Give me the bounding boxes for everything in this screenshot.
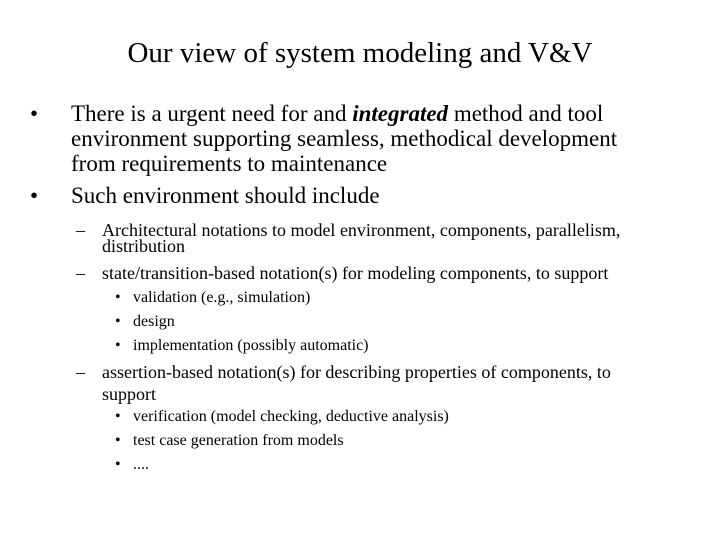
bullet-1-emphasis: integrated	[352, 101, 449, 126]
subitem-2-point-2: design	[133, 313, 175, 330]
dash-marker: –	[76, 362, 85, 382]
dash-marker: –	[76, 220, 85, 240]
sub-bullet-marker: •	[115, 289, 121, 306]
sub-bullet-marker: •	[115, 456, 121, 473]
bullet-1-text-before: There is a urgent need for and	[71, 101, 353, 126]
bullet-1-text-after: method and tool	[448, 101, 604, 126]
subitem-2-point-3: implementation (possibly automatic)	[133, 337, 369, 354]
sub-bullet-marker: •	[115, 408, 121, 425]
subitem-3-point-1: verification (model checking, deductive analysis)	[133, 408, 449, 425]
dash-marker: –	[76, 263, 85, 283]
subitem-1-line-1: Architectural notations to model environment, components, parallelism,	[102, 220, 621, 240]
subitem-3-point-2: test case generation from models	[133, 432, 344, 449]
sub-bullet-marker: •	[115, 432, 121, 449]
subitem-3-line-2: support	[102, 384, 156, 404]
subitem-1-line-2: distribution	[102, 236, 186, 256]
bullet-marker: •	[30, 101, 39, 126]
slide-title: Our view of system modeling and V&V	[127, 37, 593, 69]
subitem-2-line-1: state/transition-based notation(s) for modeling components, to support	[102, 263, 609, 283]
sub-bullet-marker: •	[115, 313, 121, 330]
bullet-2-line-1: Such environment should include	[71, 183, 380, 208]
subitem-3-line-1: assertion-based notation(s) for describing properties of components, to	[102, 362, 611, 382]
subitem-3-point-3: ....	[133, 456, 149, 473]
bullet-marker: •	[30, 183, 39, 208]
bullet-1-line-3: from requirements to maintenance	[71, 151, 388, 176]
sub-bullet-marker: •	[115, 337, 121, 354]
subitem-2-point-1: validation (e.g., simulation)	[133, 289, 311, 306]
bullet-1-line-2: environment supporting seamless, methodical development	[71, 126, 618, 151]
